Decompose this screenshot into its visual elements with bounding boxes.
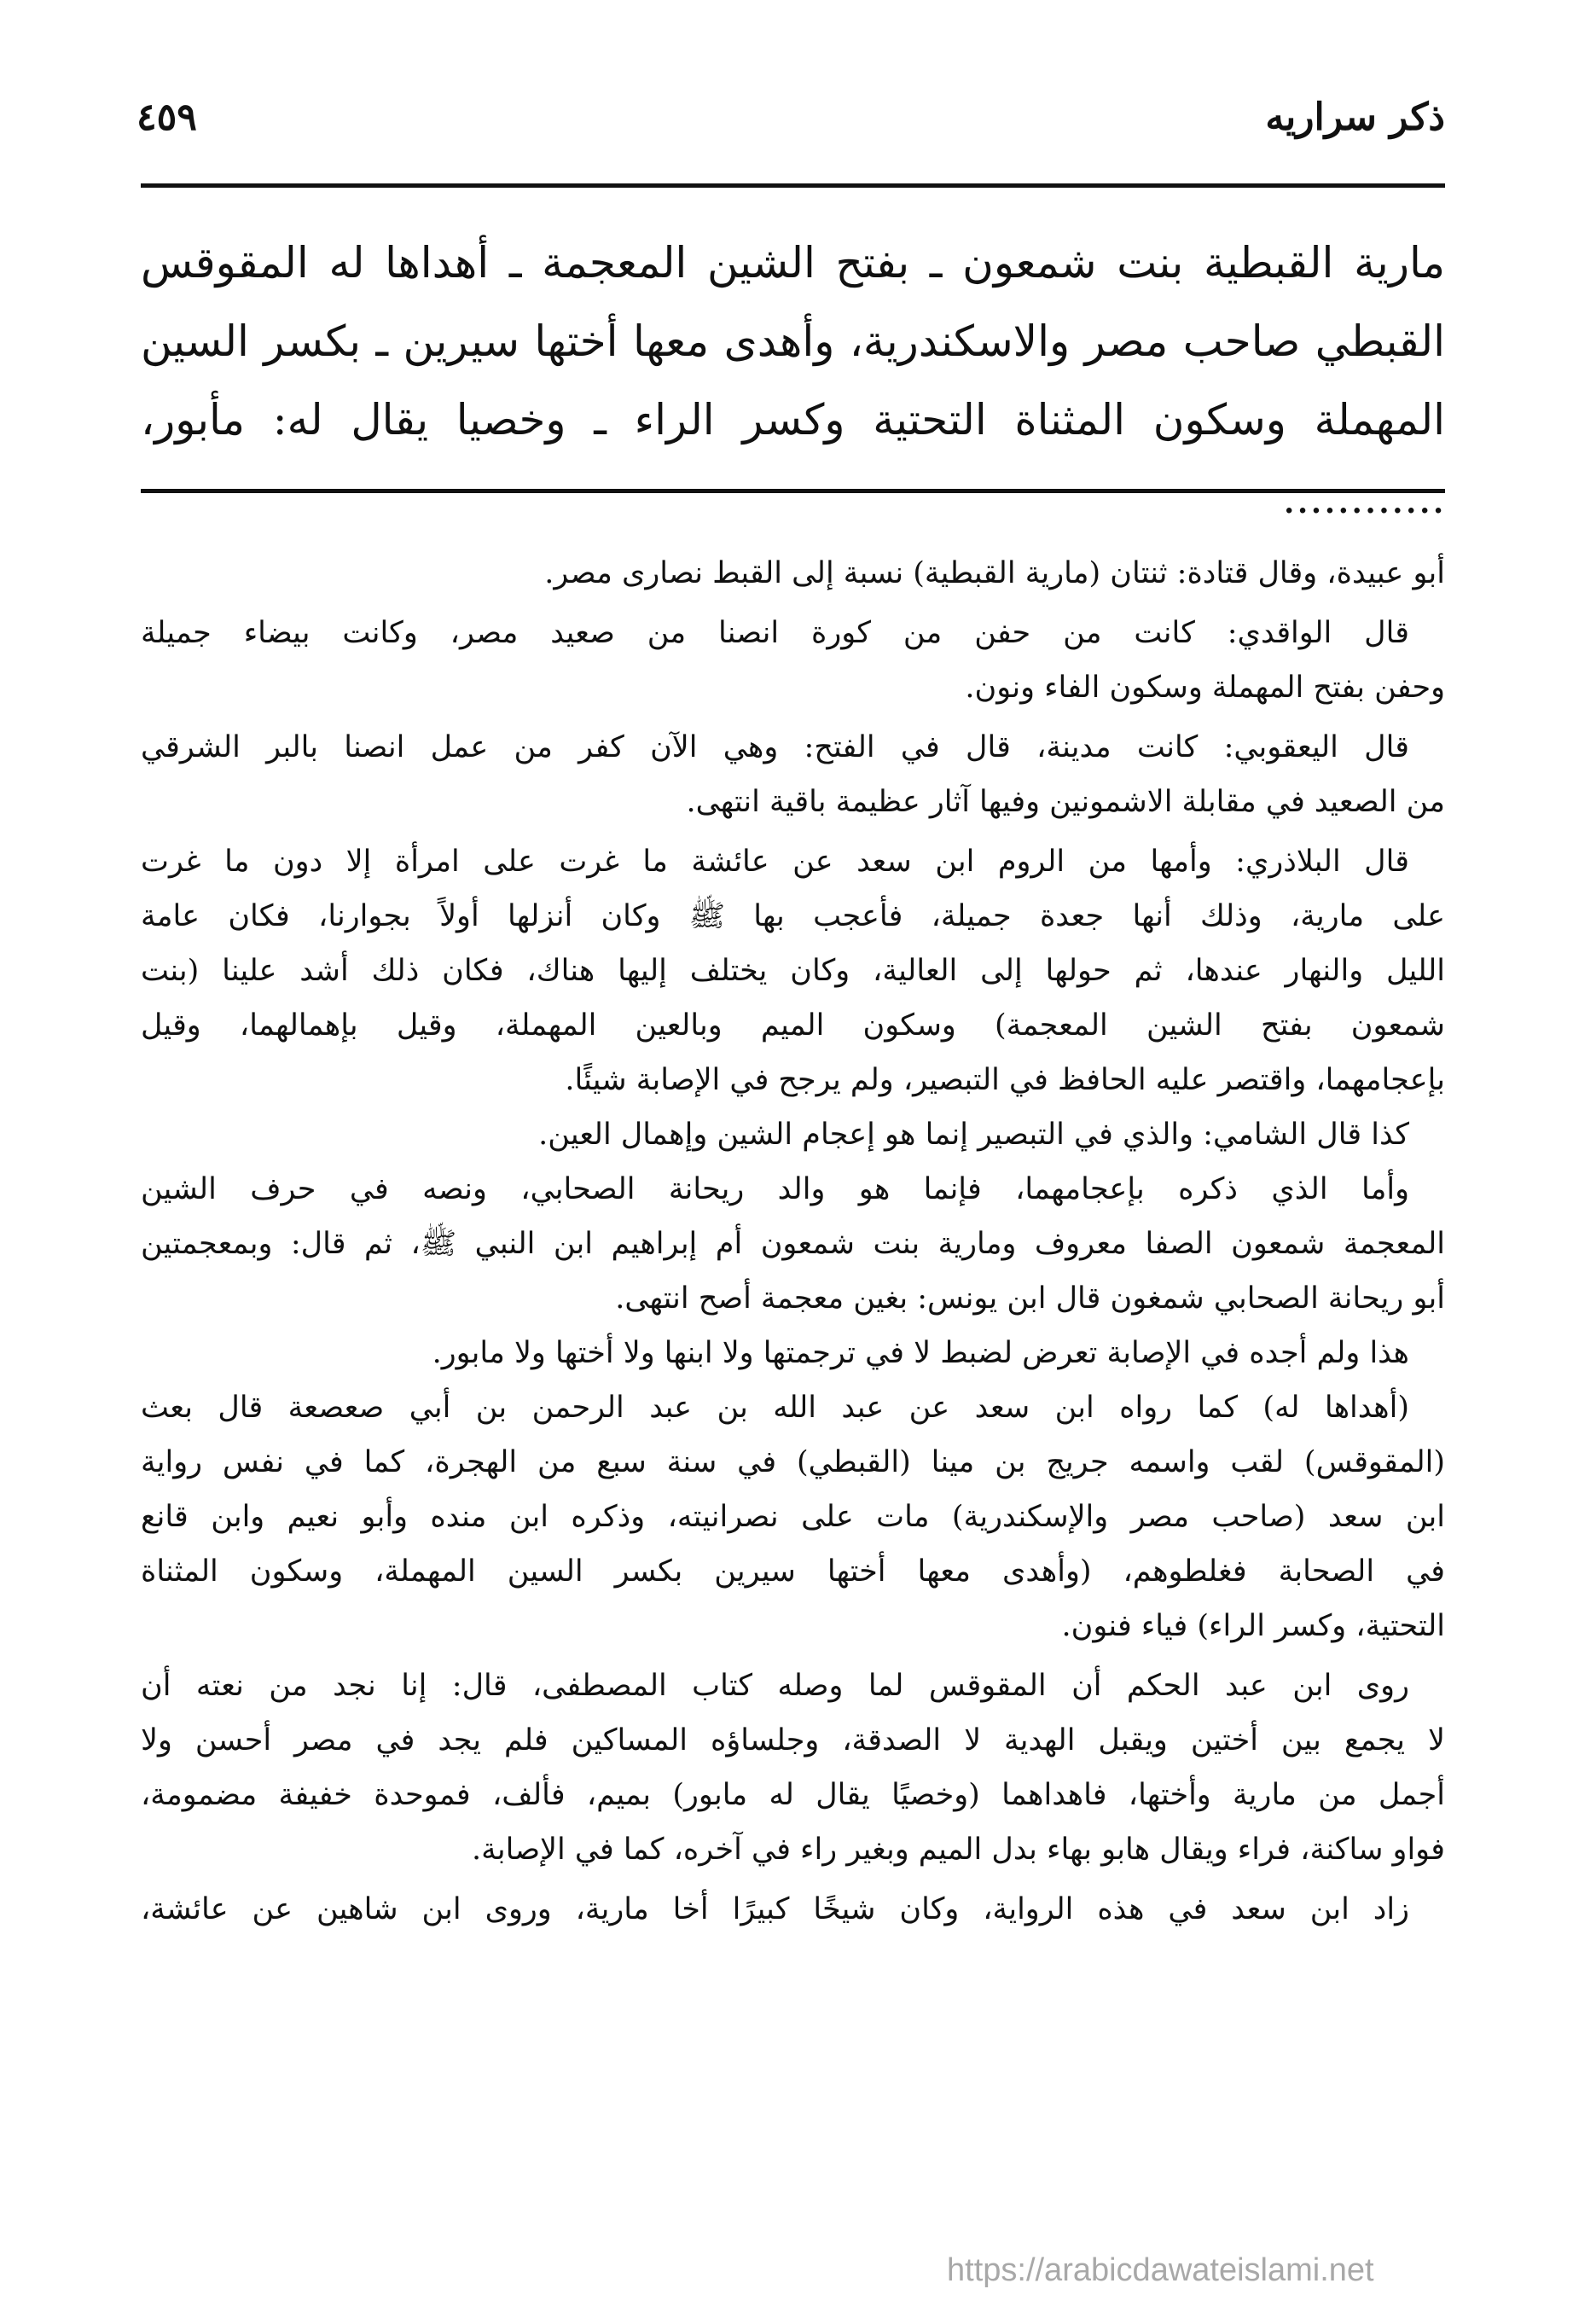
commentary-line: أبو ريحانة الصحابي شمغون قال ابن يونس: بغين معجمة أصح انتهى. [615,1281,1445,1316]
commentary-line: الليل والنهار عندها، ثم حولها إلى العالية، وكان يختلف إليها هناك، فكان ذلك أشد علينا (بنت [141,954,1445,988]
main-text-line: مارية القبطية بنت شمعون ـ بفتح الشين المعجمة ـ أهداها له المقوقس [141,238,1445,288]
commentary-line: هذا ولم أجده في الإصابة تعرض لضبط لا في ترجمتها ولا ابنها ولا أختها ولا مابور. [432,1336,1409,1370]
commentary-line: في الصحابة فغلطوهم، (وأهدى معها أختها سيرين بكسر السين المهملة، وسكون المثناة [141,1554,1445,1589]
commentary-line: شمعون بفتح الشين المعجمة) وسكون الميم وبالعين المهملة، وقيل بإهمالهما، وقيل [141,1008,1445,1043]
header-rule [141,183,1445,188]
commentary-line: أجمل من مارية وأختها، فاهداهما (وخصيًا يقال له مابور) بميم، فألف، فموحدة خفيفة مضمومة، [141,1778,1445,1812]
commentary-line: روى ابن عبد الحكم أن المقوقس لما وصله كتاب المصطفى، قال: إنا نجد من نعته أن [141,1669,1409,1703]
commentary-line: ابن سعد (صاحب مصر والإسكندرية) مات على نصرانيته، وذكره ابن منده وأبو نعيم وابن قانع [141,1500,1445,1534]
commentary-text [141,546,1445,1937]
commentary-line: التحتية، وكسر الراء) فياء فنون. [1061,1609,1445,1643]
commentary-line: لا يجمع بين أختين ويقبل الهدية لا الصدقة، وجلساؤه المساكين فلم يجد في مصر أحسن ولا [141,1723,1445,1758]
running-title: ذكر سراريه [1265,96,1445,139]
commentary-line: زاد ابن سعد في هذه الرواية، وكان شيخًا كبيرًا أخا مارية، وروى ابن شاهين عن عائشة، [141,1892,1409,1926]
commentary-line: فواو ساكنة، فراء ويقال هابو بهاء بدل الميم وبغير راء في آخره، كما في الإصابة. [472,1833,1445,1867]
commentary-line: أبو عبيدة، وقال قتادة: ثنتان (مارية القبطية) نسبة إلى القبط نصارى مصر. [544,556,1445,590]
commentary-line: وحفن بفتح المهملة وسكون الفاء ونون. [965,671,1445,705]
main-text-line: القبطي صاحب مصر والاسكندرية، وأهدى معها أختها سيرين ـ بكسر السين [141,317,1445,366]
separator-rule [141,489,1445,493]
commentary-line: بإعجامهما، واقتصر عليه الحافظ في التبصير، ولم يرجح في الإصابة شيئًا. [565,1063,1445,1097]
commentary-line: (المقوقس) لقب واسمه جريج بن مينا (القبطي) في سنة سبع من الهجرة، كما في نفس رواية [141,1445,1445,1479]
commentary-line: قال اليعقوبي: كانت مدينة، قال في الفتح: وهي الآن كفر من عمل انصنا بالبر الشرقي [141,730,1409,764]
commentary-line: (أهداها له) كما رواه ابن سعد عن عبد الله بن عبد الرحمن بن أبي صعصعة قال بعث [141,1391,1409,1425]
watermark-url: https://arabicdawateislami.net [947,2252,1374,2288]
commentary-line: قال البلاذري: وأمها من الروم ابن سعد عن عائشة ما غرت على امرأة إلا دون ما غرت [141,845,1409,879]
commentary-line: على مارية، وذلك أنها جعدة جميلة، فأعجب بها ﷺ وكان أنزلها أولاً بجوارنا، فكان عامة [141,899,1445,933]
commentary-line: قال الواقدي: كانت من حفن من كورة انصنا من صعيد مصر، وكانت بيضاء جميلة [141,616,1409,650]
commentary-line: المعجمة شمعون الصفا معروف ومارية بنت شمعون أم إبراهيم ابن النبي ﷺ، ثم قال: وبمعجمتين [141,1227,1445,1261]
page-header [136,96,1445,155]
page-number: ٤٥٩ [136,96,197,139]
commentary-line: كذا قال الشامي: والذي في التبصير إنما هو إعجام الشين وإهمال العين. [538,1118,1409,1152]
commentary-line: من الصعيد في مقابلة الاشمونين وفيها آثار عظيمة باقية انتهى. [686,785,1445,819]
commentary-line: وأما الذي ذكره بإعجامهما، فإنما هو والد ريحانة الصحابي، ونصه في حرف الشين [141,1172,1409,1206]
main-text-line: المهملة وسكون المثناة التحتية وكسر الراء ـ وخصيا يقال له: مأبور، ............ [141,395,1446,523]
